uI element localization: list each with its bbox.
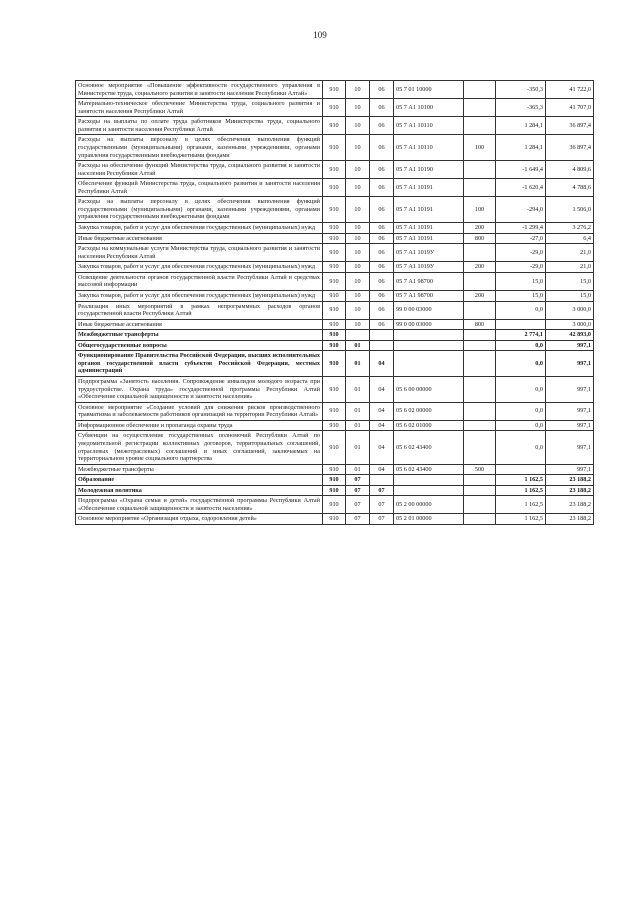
- row-name-cell: Подпрограмма «Охрана семьи и детей» государственной программы Республики Алтай «Обеспечение социальной защищенности и занятости населения»: [76, 496, 323, 514]
- row-rz-cell: 01: [346, 420, 370, 431]
- row-csr-cell: [394, 330, 464, 341]
- row-csr-cell: 05 2 01 00000: [394, 514, 464, 525]
- row-gr-cell: 910: [323, 272, 346, 290]
- row-name-cell: Обеспечение функций Министерства труда, социального развития и занятости населения Республики Алтай: [76, 179, 323, 197]
- row-rz-cell: 10: [346, 117, 370, 135]
- row-pr-cell: 06: [370, 244, 394, 262]
- row-rz-cell: 10: [346, 223, 370, 234]
- row-pr-cell: 06: [370, 161, 394, 179]
- row-change-cell: -27,0: [496, 233, 546, 244]
- row-change-cell: 2 774,1: [496, 330, 546, 341]
- row-vr-cell: [464, 330, 496, 341]
- table-row: [76, 99, 594, 117]
- row-rz-cell: 07: [346, 514, 370, 525]
- table-row: [76, 431, 594, 464]
- row-total-cell: 36 897,4: [546, 117, 594, 135]
- row-pr-cell: 04: [370, 431, 394, 464]
- row-name-cell: Подпрограмма «Занятость населения. Сопровождение инвалидов молодого возраста при трудоустройстве. Охрана труда» государственной программы Республики Алтай «Обеспечение социальной защищенности и занятости населения»: [76, 377, 323, 403]
- row-gr-cell: 910: [323, 223, 346, 234]
- row-rz-cell: 10: [346, 161, 370, 179]
- row-vr-cell: 100: [464, 135, 496, 161]
- row-name-cell: Расходы на выплаты персоналу в целях обеспечения выполнения функций государственными (муниципальными) органами, казенными учреждениями, органами управления государственными внебюджетными фондами: [76, 197, 323, 223]
- row-name-cell: Функционирование Правительства Российской Федерации, высших исполнительных органов государственной власти субъектов Российской Федерации, местных администраций: [76, 351, 323, 377]
- row-total-cell: 23 188,2: [546, 485, 594, 496]
- row-csr-cell: 05 7 А1 10191: [394, 233, 464, 244]
- row-change-cell: 1 284,1: [496, 117, 546, 135]
- row-change-cell: 1 162,5: [496, 485, 546, 496]
- row-csr-cell: 05 6 02 43400: [394, 464, 464, 475]
- row-pr-cell: 06: [370, 233, 394, 244]
- row-name-cell: Расходы на выплаты персоналу в целях обеспечения выполнения функций государственными (муниципальными) органами, казенными учреждениями, органами управления государственными внебюджетными фондами: [76, 135, 323, 161]
- table-row: [76, 197, 594, 223]
- row-gr-cell: 910: [323, 301, 346, 319]
- row-gr-cell: 910: [323, 475, 346, 486]
- table-row: [76, 244, 594, 262]
- row-total-cell: 41 722,0: [546, 81, 594, 99]
- table-row: [76, 117, 594, 135]
- row-vr-cell: [464, 340, 496, 351]
- table-row: [76, 290, 594, 301]
- row-name-cell: Освещение деятельности органов государственной власти Республики Алтай в средствах массовой информации: [76, 272, 323, 290]
- row-csr-cell: 05 7 А1 10100: [394, 99, 464, 117]
- row-change-cell: [496, 464, 546, 475]
- row-total-cell: 42 893,0: [546, 330, 594, 341]
- row-total-cell: 3 276,2: [546, 223, 594, 234]
- row-pr-cell: 06: [370, 179, 394, 197]
- row-pr-cell: 07: [370, 514, 394, 525]
- row-total-cell: 997,1: [546, 420, 594, 431]
- row-gr-cell: 910: [323, 402, 346, 420]
- table-row: [76, 496, 594, 514]
- row-pr-cell: 06: [370, 99, 394, 117]
- row-vr-cell: [464, 301, 496, 319]
- table-row: [76, 377, 594, 403]
- row-gr-cell: 910: [323, 377, 346, 403]
- row-vr-cell: [464, 420, 496, 431]
- row-change-cell: 0,0: [496, 402, 546, 420]
- row-change-cell: -350,3: [496, 81, 546, 99]
- row-name-cell: Основное мероприятие «Создание условий для снижения рисков производственного травматизма и заболеваемости работников организаций на территории Республики Алтай»: [76, 402, 323, 420]
- row-total-cell: 1 506,0: [546, 197, 594, 223]
- table-row: [76, 330, 594, 341]
- row-gr-cell: 910: [323, 330, 346, 341]
- row-rz-cell: 01: [346, 377, 370, 403]
- row-total-cell: 997,1: [546, 402, 594, 420]
- row-rz-cell: 10: [346, 197, 370, 223]
- row-vr-cell: 800: [464, 233, 496, 244]
- row-rz-cell: 10: [346, 233, 370, 244]
- row-vr-cell: [464, 244, 496, 262]
- row-csr-cell: 05 7 А1 1019У: [394, 262, 464, 273]
- row-pr-cell: 07: [370, 485, 394, 496]
- row-gr-cell: 910: [323, 464, 346, 475]
- row-csr-cell: 05 7 А1 98700: [394, 290, 464, 301]
- row-total-cell: 3 000,0: [546, 319, 594, 330]
- row-change-cell: 0,0: [496, 351, 546, 377]
- row-name-cell: Образование: [76, 475, 323, 486]
- row-gr-cell: 910: [323, 179, 346, 197]
- row-name-cell: Информационное обеспечение и пропаганда охраны труда: [76, 420, 323, 431]
- row-name-cell: Реализация иных мероприятий в рамках непрограммных расходов органов государственной власти Республики Алтай: [76, 301, 323, 319]
- row-rz-cell: 10: [346, 99, 370, 117]
- row-pr-cell: 04: [370, 464, 394, 475]
- row-gr-cell: 910: [323, 319, 346, 330]
- budget-table: [75, 80, 594, 525]
- row-vr-cell: [464, 485, 496, 496]
- row-rz-cell: 10: [346, 135, 370, 161]
- row-pr-cell: 07: [370, 496, 394, 514]
- row-name-cell: Общегосударственные вопросы: [76, 340, 323, 351]
- row-gr-cell: 910: [323, 485, 346, 496]
- row-rz-cell: 10: [346, 272, 370, 290]
- row-pr-cell: 06: [370, 301, 394, 319]
- row-change-cell: 1 162,5: [496, 475, 546, 486]
- table-body: [76, 81, 594, 525]
- row-gr-cell: 910: [323, 351, 346, 377]
- row-pr-cell: 06: [370, 290, 394, 301]
- row-change-cell: 1 284,1: [496, 135, 546, 161]
- row-change-cell: 15,0: [496, 272, 546, 290]
- row-rz-cell: 07: [346, 485, 370, 496]
- row-total-cell: 997,1: [546, 464, 594, 475]
- table-row: [76, 223, 594, 234]
- table-row: [76, 464, 594, 475]
- row-csr-cell: 05 7 01 10000: [394, 81, 464, 99]
- row-rz-cell: 01: [346, 431, 370, 464]
- row-csr-cell: 05 7 А1 10190: [394, 161, 464, 179]
- row-csr-cell: [394, 485, 464, 496]
- row-name-cell: Межбюджетные трансферты: [76, 330, 323, 341]
- row-gr-cell: 910: [323, 431, 346, 464]
- row-total-cell: 23 188,2: [546, 514, 594, 525]
- row-vr-cell: [464, 117, 496, 135]
- row-csr-cell: [394, 351, 464, 377]
- row-vr-cell: [464, 475, 496, 486]
- page-number: 109: [313, 30, 327, 40]
- row-change-cell: -1 620,4: [496, 179, 546, 197]
- row-change-cell: 0,0: [496, 301, 546, 319]
- row-rz-cell: 01: [346, 402, 370, 420]
- row-gr-cell: 910: [323, 514, 346, 525]
- table-row: [76, 475, 594, 486]
- table-row: [76, 161, 594, 179]
- row-csr-cell: 05 7 А1 10110: [394, 135, 464, 161]
- row-rz-cell: 01: [346, 340, 370, 351]
- row-change-cell: 0,0: [496, 340, 546, 351]
- row-name-cell: Расходы на обеспечение функций Министерства труда, социального развития и занятости населения Республики Алтай: [76, 161, 323, 179]
- row-rz-cell: 07: [346, 475, 370, 486]
- row-total-cell: 997,1: [546, 431, 594, 464]
- row-gr-cell: 910: [323, 262, 346, 273]
- row-gr-cell: 910: [323, 496, 346, 514]
- row-csr-cell: 05 6 02 43400: [394, 431, 464, 464]
- row-gr-cell: 910: [323, 117, 346, 135]
- row-name-cell: Закупка товаров, работ и услуг для обеспечения государственных (муниципальных) нужд: [76, 290, 323, 301]
- row-rz-cell: 01: [346, 464, 370, 475]
- row-vr-cell: [464, 496, 496, 514]
- row-csr-cell: 05 7 А1 1019У: [394, 244, 464, 262]
- row-change-cell: -29,0: [496, 244, 546, 262]
- row-change-cell: 0,0: [496, 377, 546, 403]
- row-total-cell: 3 000,0: [546, 301, 594, 319]
- row-rz-cell: 10: [346, 179, 370, 197]
- row-pr-cell: 04: [370, 420, 394, 431]
- row-total-cell: 6,4: [546, 233, 594, 244]
- row-pr-cell: [370, 340, 394, 351]
- table-row: [76, 514, 594, 525]
- row-pr-cell: 04: [370, 377, 394, 403]
- row-pr-cell: 04: [370, 351, 394, 377]
- row-vr-cell: [464, 179, 496, 197]
- row-gr-cell: 910: [323, 233, 346, 244]
- row-vr-cell: [464, 431, 496, 464]
- row-vr-cell: 200: [464, 262, 496, 273]
- row-total-cell: 15,0: [546, 290, 594, 301]
- row-pr-cell: [370, 475, 394, 486]
- row-csr-cell: [394, 340, 464, 351]
- table-row: [76, 272, 594, 290]
- row-vr-cell: [464, 161, 496, 179]
- row-vr-cell: [464, 402, 496, 420]
- row-pr-cell: 06: [370, 319, 394, 330]
- table-row: [76, 351, 594, 377]
- row-rz-cell: [346, 330, 370, 341]
- row-total-cell: 41 707,0: [546, 99, 594, 117]
- table-row: [76, 135, 594, 161]
- row-csr-cell: 99 0 00 03000: [394, 301, 464, 319]
- row-change-cell: 1 162,5: [496, 514, 546, 525]
- row-pr-cell: [370, 330, 394, 341]
- row-rz-cell: 07: [346, 496, 370, 514]
- row-csr-cell: 05 6 02 00000: [394, 402, 464, 420]
- row-name-cell: Межбюджетные трансферты: [76, 464, 323, 475]
- row-pr-cell: 06: [370, 262, 394, 273]
- row-pr-cell: 06: [370, 272, 394, 290]
- row-vr-cell: 200: [464, 223, 496, 234]
- row-name-cell: Материально-техническое обеспечение Министерства труда, социального развития и занятости населения Республики Алтай: [76, 99, 323, 117]
- row-gr-cell: 910: [323, 244, 346, 262]
- row-change-cell: -365,3: [496, 99, 546, 117]
- table-row: [76, 319, 594, 330]
- row-csr-cell: 05 7 А1 10191: [394, 223, 464, 234]
- row-vr-cell: 500: [464, 464, 496, 475]
- row-vr-cell: [464, 377, 496, 403]
- row-name-cell: Основное мероприятие «Повышение эффективности государственного управления в Министерстве труда, социального развития и занятости населения Республики Алтай»: [76, 81, 323, 99]
- row-gr-cell: 910: [323, 197, 346, 223]
- table-row: [76, 81, 594, 99]
- row-change-cell: 15,0: [496, 290, 546, 301]
- row-csr-cell: 99 0 00 03000: [394, 319, 464, 330]
- row-vr-cell: [464, 99, 496, 117]
- row-rz-cell: 10: [346, 290, 370, 301]
- row-name-cell: Расходы на выплаты по оплате труда работников Министерства труда, социального развития и занятости населения Республики Алтай: [76, 117, 323, 135]
- row-total-cell: 4 788,6: [546, 179, 594, 197]
- row-name-cell: Расходы на коммунальные услуги Министерства труда, социального развития и занятости населения Республики Алтай: [76, 244, 323, 262]
- row-pr-cell: 06: [370, 135, 394, 161]
- row-rz-cell: 10: [346, 301, 370, 319]
- row-total-cell: 23 188,2: [546, 496, 594, 514]
- row-name-cell: Иные бюджетные ассигнования: [76, 233, 323, 244]
- row-pr-cell: 06: [370, 81, 394, 99]
- row-pr-cell: 04: [370, 402, 394, 420]
- row-rz-cell: 10: [346, 262, 370, 273]
- row-vr-cell: 200: [464, 290, 496, 301]
- row-csr-cell: 05 7 А1 10110: [394, 117, 464, 135]
- row-change-cell: -1 299,4: [496, 223, 546, 234]
- row-gr-cell: 910: [323, 161, 346, 179]
- row-vr-cell: [464, 514, 496, 525]
- row-name-cell: Молодежная политика: [76, 485, 323, 496]
- row-change-cell: 1 162,5: [496, 496, 546, 514]
- table-row: [76, 402, 594, 420]
- row-rz-cell: 10: [346, 81, 370, 99]
- row-vr-cell: [464, 351, 496, 377]
- row-csr-cell: [394, 475, 464, 486]
- row-name-cell: Иные бюджетные ассигнования: [76, 319, 323, 330]
- row-total-cell: 997,1: [546, 340, 594, 351]
- row-vr-cell: 100: [464, 197, 496, 223]
- table-row: [76, 262, 594, 273]
- row-change-cell: -294,0: [496, 197, 546, 223]
- table-row: [76, 485, 594, 496]
- row-total-cell: 23 188,2: [546, 475, 594, 486]
- row-name-cell: Закупка товаров, работ и услуг для обеспечения государственных (муниципальных) нужд: [76, 223, 323, 234]
- row-pr-cell: 06: [370, 117, 394, 135]
- row-gr-cell: 910: [323, 340, 346, 351]
- row-total-cell: 36 897,4: [546, 135, 594, 161]
- table-row: [76, 301, 594, 319]
- row-change-cell: [496, 319, 546, 330]
- row-change-cell: 0,0: [496, 420, 546, 431]
- table-row: [76, 233, 594, 244]
- row-csr-cell: 05 6 02 01000: [394, 420, 464, 431]
- row-rz-cell: 10: [346, 244, 370, 262]
- row-gr-cell: 910: [323, 135, 346, 161]
- row-csr-cell: 05 7 А1 10191: [394, 197, 464, 223]
- row-change-cell: 0,0: [496, 431, 546, 464]
- row-change-cell: -29,0: [496, 262, 546, 273]
- row-gr-cell: 910: [323, 290, 346, 301]
- row-total-cell: 997,1: [546, 377, 594, 403]
- row-rz-cell: 01: [346, 351, 370, 377]
- row-gr-cell: 910: [323, 81, 346, 99]
- row-pr-cell: 06: [370, 197, 394, 223]
- row-csr-cell: 05 7 А1 98700: [394, 272, 464, 290]
- table-row: [76, 340, 594, 351]
- table-row: [76, 179, 594, 197]
- row-vr-cell: [464, 272, 496, 290]
- row-pr-cell: 06: [370, 223, 394, 234]
- row-total-cell: 997,1: [546, 351, 594, 377]
- row-change-cell: -1 649,4: [496, 161, 546, 179]
- row-csr-cell: 05 6 00 00000: [394, 377, 464, 403]
- row-vr-cell: [464, 81, 496, 99]
- row-gr-cell: 910: [323, 99, 346, 117]
- row-name-cell: Основное мероприятие «Организация отдыха, оздоровления детей»: [76, 514, 323, 525]
- row-name-cell: Субвенции на осуществление государственных полномочий Республики Алтай по уведомительной регистрации коллективных договоров, территориальных соглашений, отраслевых (межотраслевых) соглашений и иных соглашений, заключаемых на территориальном уровне социального партнерства: [76, 431, 323, 464]
- row-total-cell: 21,0: [546, 262, 594, 273]
- table-row: [76, 420, 594, 431]
- row-total-cell: 21,0: [546, 244, 594, 262]
- row-rz-cell: 10: [346, 319, 370, 330]
- row-name-cell: Закупка товаров, работ и услуг для обеспечения государственных (муниципальных) нужд: [76, 262, 323, 273]
- row-csr-cell: 05 7 А1 10191: [394, 179, 464, 197]
- row-vr-cell: 800: [464, 319, 496, 330]
- row-total-cell: 15,0: [546, 272, 594, 290]
- row-csr-cell: 05 2 00 00000: [394, 496, 464, 514]
- row-total-cell: 4 809,6: [546, 161, 594, 179]
- row-gr-cell: 910: [323, 420, 346, 431]
